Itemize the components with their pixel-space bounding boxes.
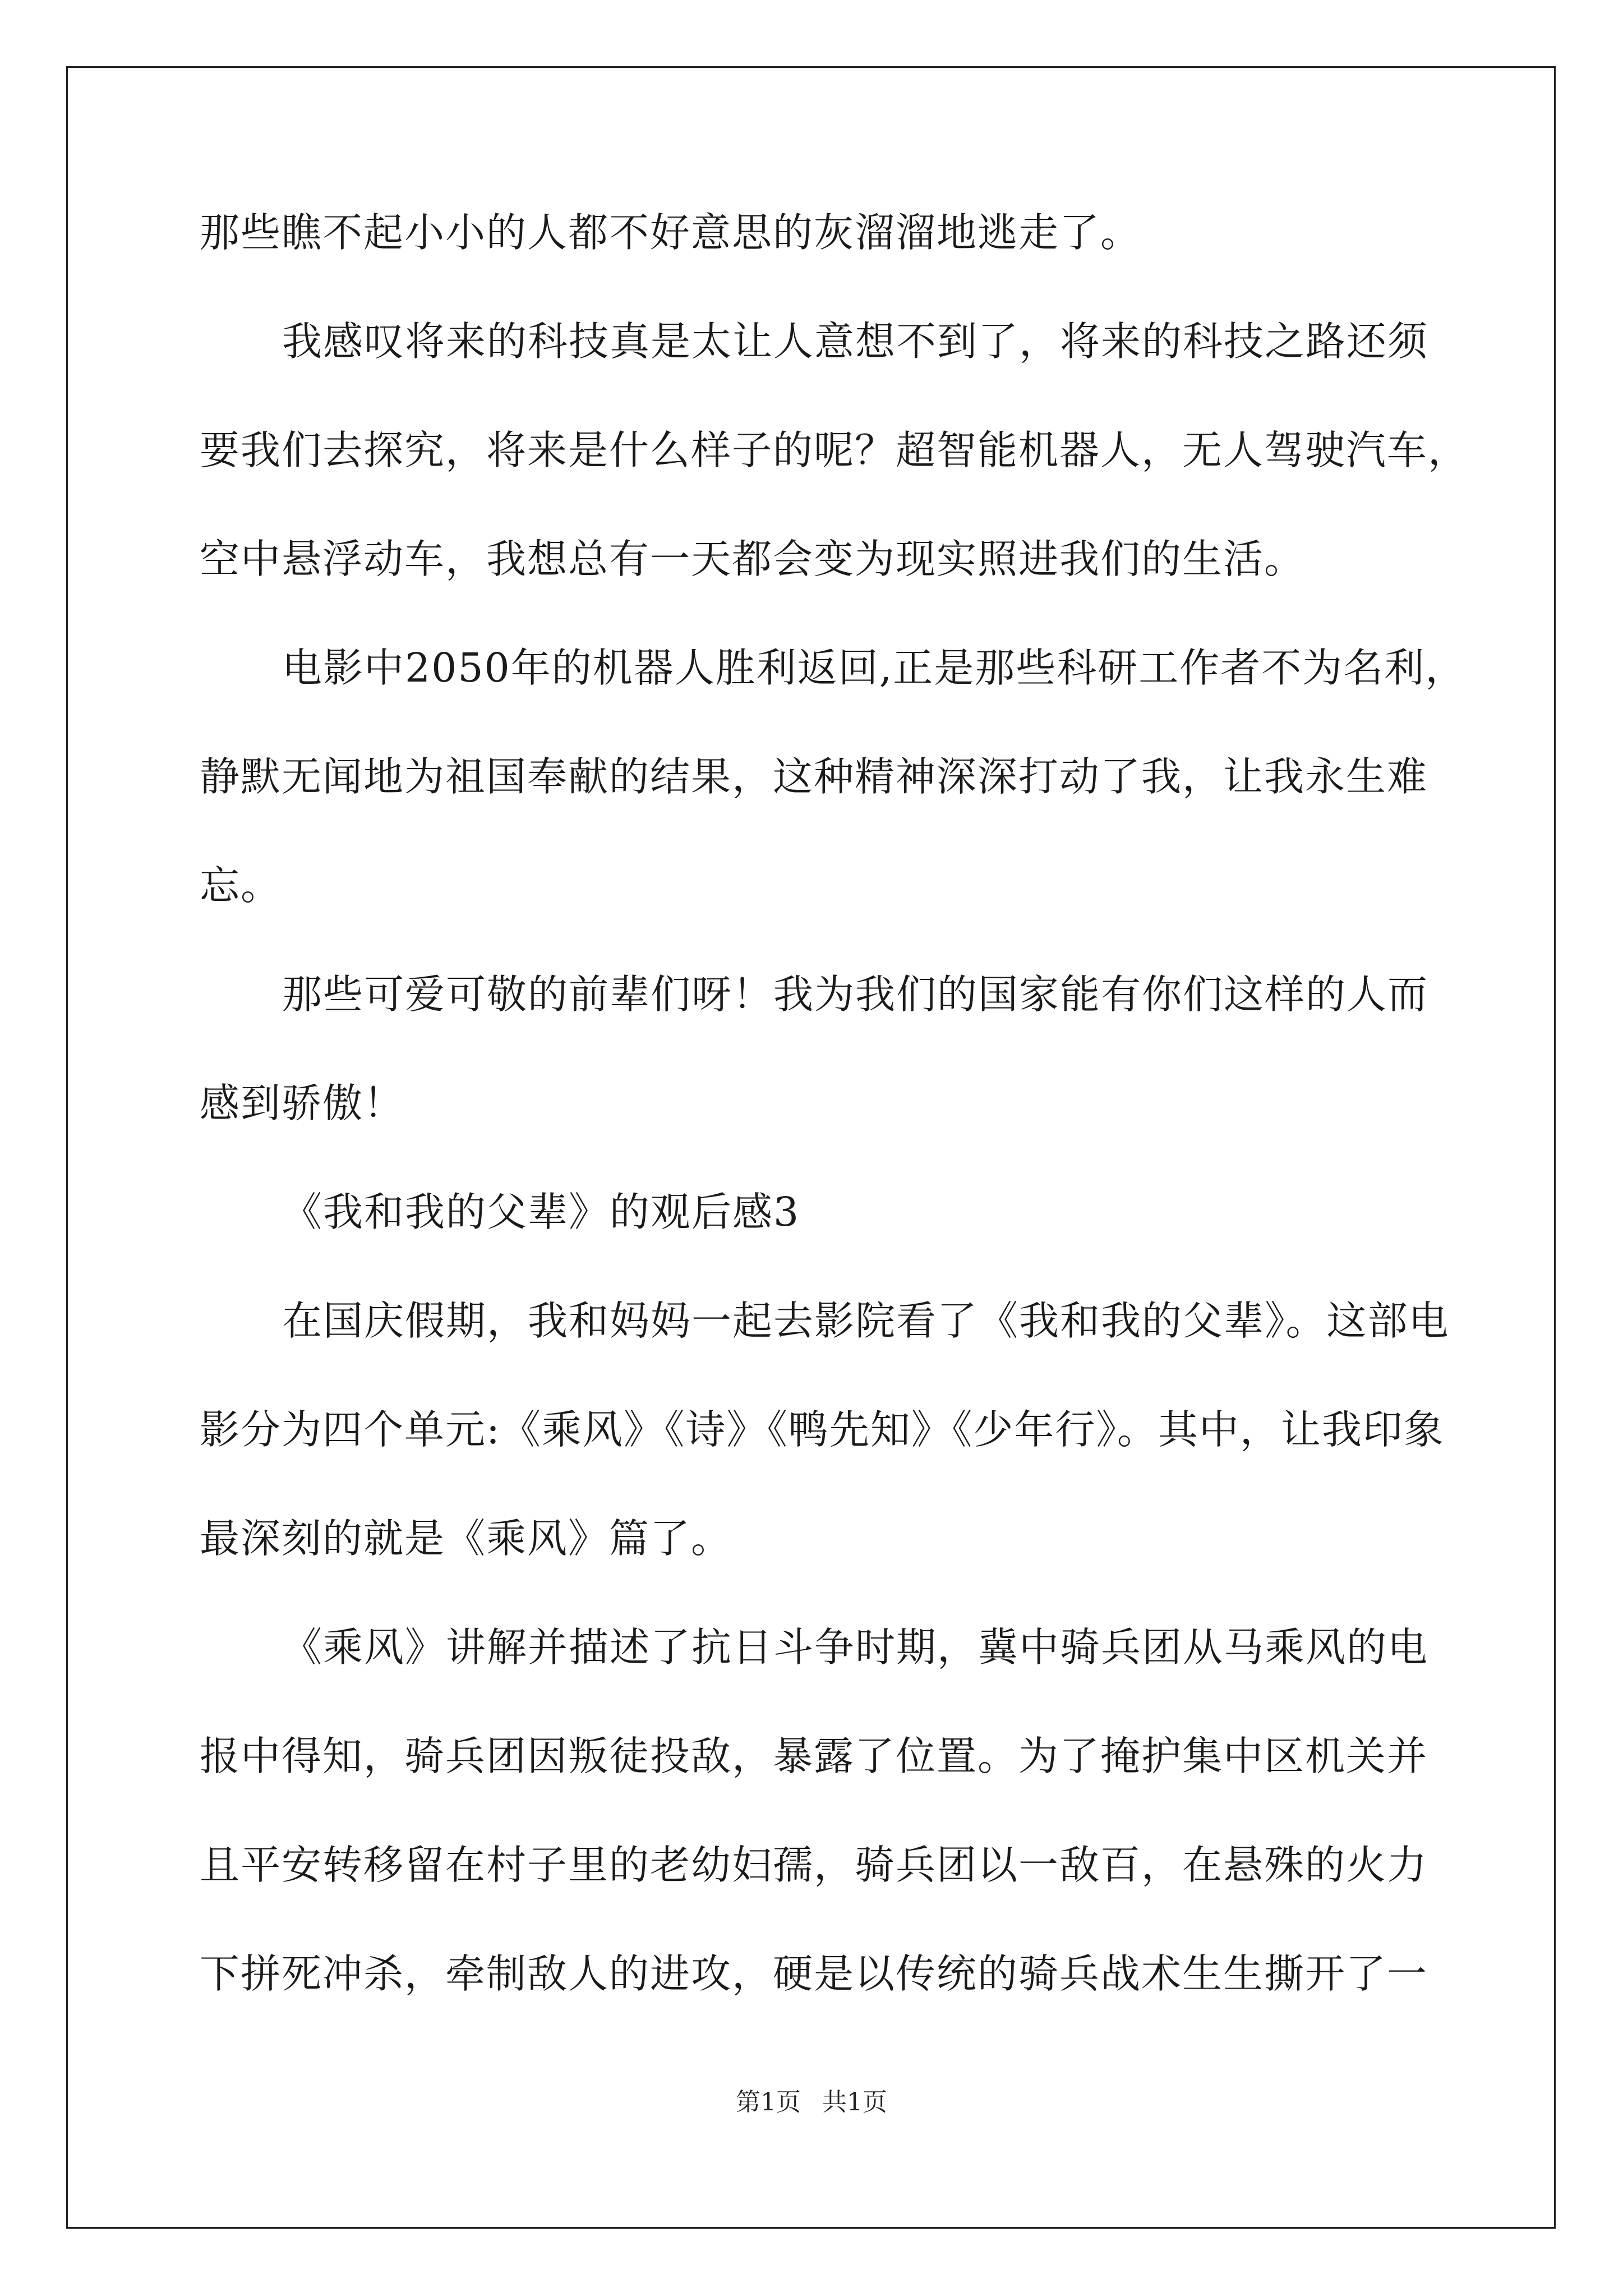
paragraph-line: 在国庆假期，我和妈妈一起去影院看了《我和我的父辈》。这部电 xyxy=(282,1297,1450,1344)
page-border xyxy=(66,66,1556,2229)
section-heading: 《我和我的父辈》的观后感3 xyxy=(282,1189,800,1235)
page-total: 共1页 xyxy=(822,2088,887,2116)
text-line: 影分为四个单元:《乘风》《诗》《鸭先知》《少年行》。其中，让我印象 xyxy=(200,1406,1445,1453)
page-number: 第1页 xyxy=(736,2088,801,2116)
paragraph-line: 我感叹将来的科技真是太让人意想不到了，将来的科技之路还须 xyxy=(282,318,1429,365)
paragraph-line: 电影中2050年的机器人胜利返回,正是那些科研工作者不为名利， xyxy=(282,645,1467,691)
text-line: 感到骄傲！ xyxy=(200,1080,405,1126)
text-line: 且平安转移留在村子里的老幼妇孺，骑兵团以一敌百，在悬殊的火力 xyxy=(200,1842,1428,1888)
text-line: 静默无闻地为祖国奉献的结果，这种精神深深打动了我，让我永生难 xyxy=(200,753,1428,800)
text-line: 那些瞧不起小小的人都不好意思的灰溜溜地逃走了。 xyxy=(200,209,1142,256)
text-line: 空中悬浮动车，我想总有一天都会变为现实照进我们的生活。 xyxy=(200,536,1306,582)
text-line: 下拼死冲杀，牵制敌人的进攻，硬是以传统的骑兵战术生生撕开了一 xyxy=(200,1950,1428,1997)
paragraph-line: 《乘风》讲解并描述了抗日斗争时期，冀中骑兵团从马乘风的电 xyxy=(282,1624,1429,1671)
text-line: 忘。 xyxy=(200,862,282,909)
text-line: 报中得知，骑兵团因叛徒投敌，暴露了位置。为了掩护集中区机关并 xyxy=(200,1733,1428,1779)
text-line: 要我们去探究，将来是什么样子的呢？超智能机器人，无人驾驶汽车， xyxy=(200,427,1469,473)
text-line: 最深刻的就是《乘风》篇了。 xyxy=(200,1515,732,1562)
page-footer xyxy=(0,2086,1623,2119)
paragraph-line: 那些可爱可敬的前辈们呀！我为我们的国家能有你们这样的人而 xyxy=(282,971,1429,1018)
